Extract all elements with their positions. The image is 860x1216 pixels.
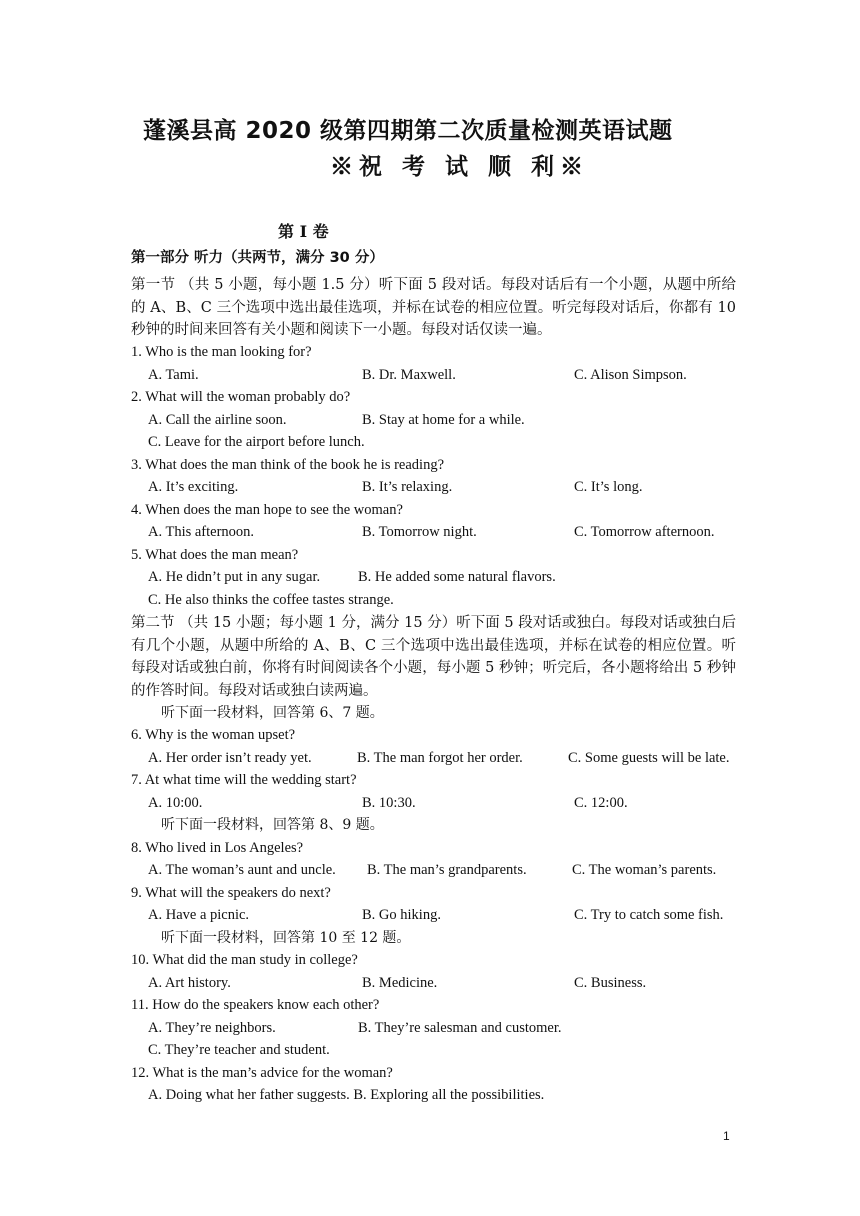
option-c: C. The woman’s parents. bbox=[572, 862, 717, 878]
question-2-option-c: C. Leave for the airport before lunch. bbox=[148, 434, 365, 450]
question-8-stem: 8. Who lived in Los Angeles? bbox=[131, 840, 304, 856]
question-3-stem: 3. What does the man think of the book he is reading? bbox=[131, 457, 445, 473]
option-a: A. Her order isn’t ready yet. bbox=[148, 750, 312, 766]
section-2-instructions: 第二节 （共 15 小题；每小题 1 分，满分 15 分）听下面 5 段对话或独白。每段对话或独白后有几个小题，从题中所给的 A、B、C 三个选项中选出最佳选项，并标在试卷的相应位置。听每段对话或独白前，你将有时间阅读各个小题，每小题 5 秒钟；听完后，各小题将给出 5 秒钟的作答时间。每段对话或独白读两遍。 bbox=[131, 615, 736, 699]
question-2-stem: 2. What will the woman probably do? bbox=[131, 389, 351, 405]
option-a: A. He didn’t put in any sugar. bbox=[148, 569, 321, 585]
option-b: B. The man forgot her order. bbox=[357, 750, 523, 766]
question-11-stem: 11. How do the speakers know each other? bbox=[131, 997, 380, 1013]
option-b: B. Tomorrow night. bbox=[362, 524, 477, 540]
option-c: C. Tomorrow afternoon. bbox=[574, 524, 715, 540]
option-b: B. They’re salesman and customer. bbox=[358, 1020, 562, 1036]
option-c: C. Some guests will be late. bbox=[568, 750, 730, 766]
option-a: A. 10:00. bbox=[148, 795, 203, 811]
option-b: B. Dr. Maxwell. bbox=[362, 367, 456, 383]
part-heading: 第一部分 听力（共两节，满分 30 分） bbox=[131, 250, 384, 266]
intro-q10-q12: 听下面一段材料，回答第 10 至 12 题。 bbox=[161, 930, 411, 946]
option-b: B. 10:30. bbox=[362, 795, 416, 811]
option-a: A. This afternoon. bbox=[148, 524, 255, 540]
question-12-options: A. Doing what her father suggests. B. Exploring all the possibilities. bbox=[148, 1087, 545, 1103]
option-a: A. Have a picnic. bbox=[148, 907, 250, 923]
option-a: A. Art history. bbox=[148, 975, 231, 991]
option-a: A. Tami. bbox=[148, 367, 199, 383]
question-1-stem: 1. Who is the man looking for? bbox=[131, 344, 312, 360]
question-4-stem: 4. When does the man hope to see the woman? bbox=[131, 502, 403, 518]
option-b: B. Medicine. bbox=[362, 975, 438, 991]
option-a: A. The woman’s aunt and uncle. bbox=[148, 862, 336, 878]
option-a: A. Call the airline soon. bbox=[148, 412, 287, 428]
section-1-instructions: 第一节 （共 5 小题，每小题 1.5 分）听下面 5 段对话。每段对话后有一个小题，从题中所给的 A、B、C 三个选项中选出最佳选项，并标在试卷的相应位置。听完每段对话后，你都有 10 秒钟的时间来回答有关小题和阅读下一小题。每段对话仅读一遍。 bbox=[131, 277, 736, 338]
exam-subtitle: ※祝 考 试 顺 利※ bbox=[330, 153, 590, 180]
question-11-option-c: C. They’re teacher and student. bbox=[148, 1042, 330, 1058]
option-c: C. It’s long. bbox=[574, 479, 643, 495]
question-9-stem: 9. What will the speakers do next? bbox=[131, 885, 331, 901]
page-number: 1 bbox=[723, 1129, 730, 1143]
exam-title: 蓬溪县高 2020 级第四期第二次质量检测英语试题 bbox=[143, 118, 673, 144]
question-7-stem: 7. At what time will the wedding start? bbox=[131, 772, 357, 788]
option-c: C. Try to catch some fish. bbox=[574, 907, 724, 923]
intro-q6-q7: 听下面一段材料，回答第 6、7 题。 bbox=[161, 705, 384, 721]
option-b: B. The man’s grandparents. bbox=[367, 862, 527, 878]
question-5-option-c: C. He also thinks the coffee tastes strange. bbox=[148, 592, 394, 608]
option-c: C. Alison Simpson. bbox=[574, 367, 687, 383]
option-b: B. It’s relaxing. bbox=[362, 479, 453, 495]
question-10-stem: 10. What did the man study in college? bbox=[131, 952, 358, 968]
option-a: A. They’re neighbors. bbox=[148, 1020, 276, 1036]
volume-heading: 第 I 卷 bbox=[278, 222, 329, 241]
option-b: B. He added some natural flavors. bbox=[358, 569, 556, 585]
option-c: C. 12:00. bbox=[574, 795, 628, 811]
question-6-stem: 6. Why is the woman upset? bbox=[131, 727, 296, 743]
option-c: C. Business. bbox=[574, 975, 647, 991]
option-a: A. It’s exciting. bbox=[148, 479, 239, 495]
question-5-stem: 5. What does the man mean? bbox=[131, 547, 299, 563]
intro-q8-q9: 听下面一段材料，回答第 8、9 题。 bbox=[161, 817, 384, 833]
option-b: B. Go hiking. bbox=[362, 907, 441, 923]
option-b: B. Stay at home for a while. bbox=[362, 412, 525, 428]
question-12-stem: 12. What is the man’s advice for the woman? bbox=[131, 1065, 393, 1081]
